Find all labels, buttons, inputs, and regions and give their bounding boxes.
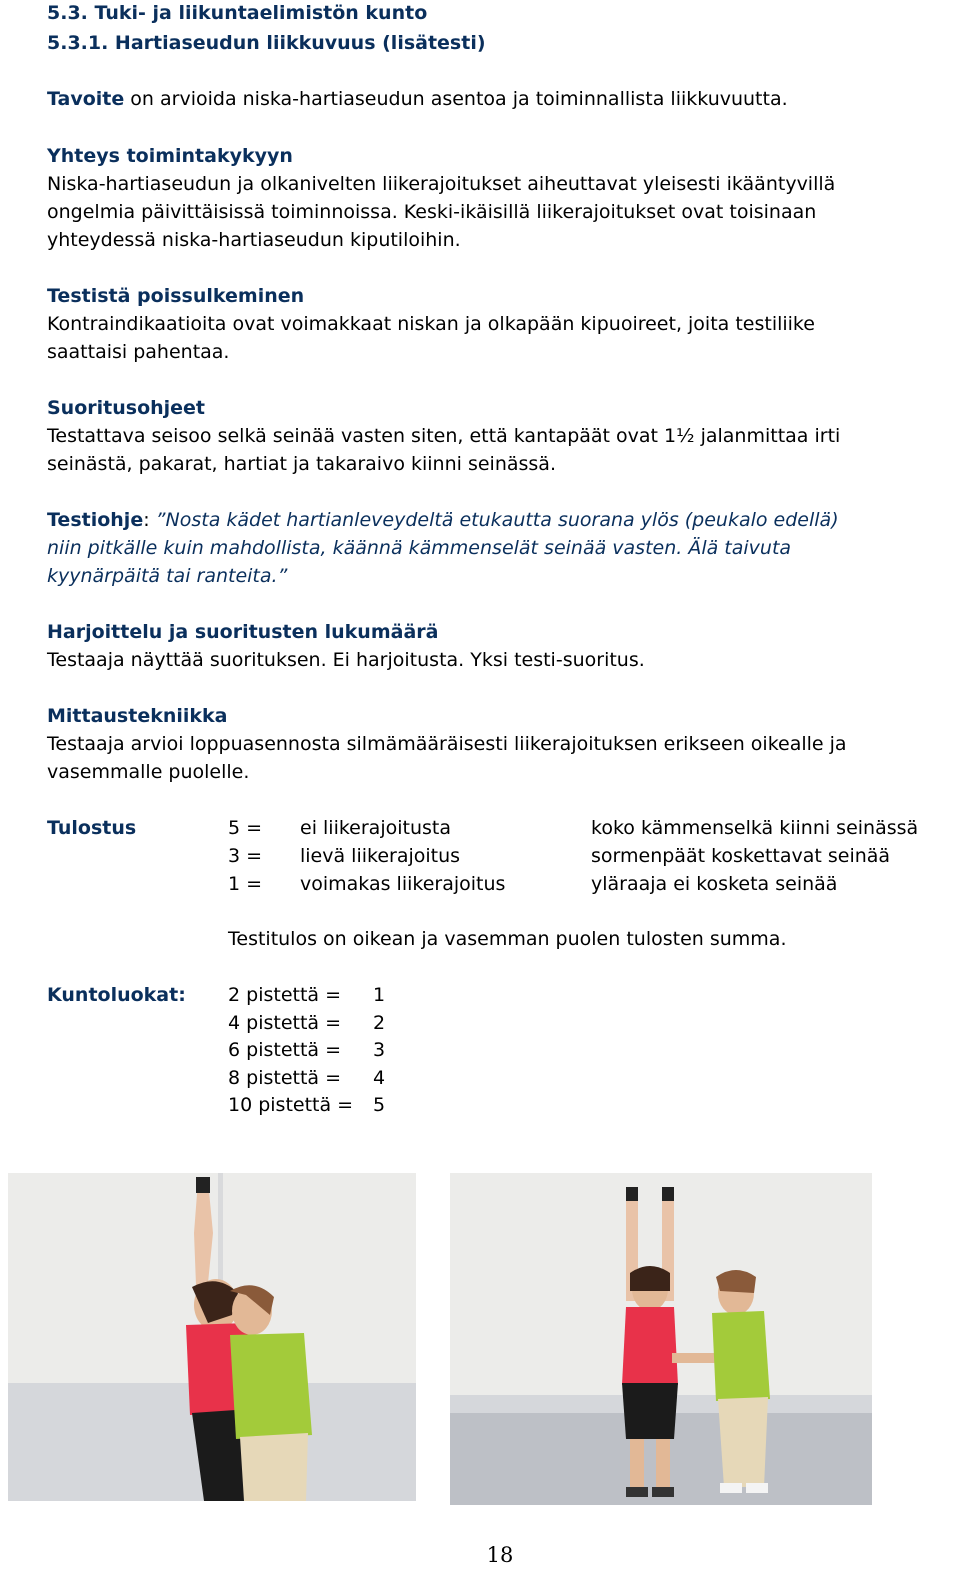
technique-line: Testaaja arvioi loppuasennosta silmämääräisesti liikerajoituksen erikseen oikealle ja <box>47 733 847 755</box>
photo-side-view <box>8 1173 416 1501</box>
photo-front-view-illustration <box>450 1173 872 1505</box>
connection-line: yhteydessä niska-hartiaseudun kiputiloihin. <box>47 229 461 251</box>
exclusion-line: Kontraindikaatioita ovat voimakkaat niskan ja olkapään kipuoireet, joita testiliike <box>47 313 815 335</box>
practice-text: Testaaja näyttää suorituksen. Ei harjoitusta. Yksi testi-suoritus. <box>47 649 645 671</box>
test-instruction-label: Testiohje <box>47 509 144 531</box>
class-value: 4 <box>373 1067 386 1089</box>
test-instruction-quote: kyynärpäitä tai ranteita.” <box>47 565 288 587</box>
technique-line: vasemmalle puolelle. <box>47 761 250 783</box>
scoring-label: Tulostus <box>47 817 137 839</box>
exclusion-heading: Testistä poissulkeminen <box>47 285 305 307</box>
class-value: 1 <box>373 984 386 1006</box>
classes-label: Kuntoluokat: <box>47 984 186 1006</box>
score-description: koko kämmenselkä kiinni seinässä <box>591 817 919 839</box>
test-instruction-quote: niin pitkälle kuin mahdollista, käännä kämmenselät seinää vasten. Älä taivuta <box>47 537 792 559</box>
score-description: sormenpäät koskettavat seinää <box>591 845 891 867</box>
score-level: voimakas liikerajoitus <box>300 873 506 895</box>
class-points: 6 pistettä = <box>228 1039 342 1061</box>
test-instruction-colon: : <box>143 509 156 531</box>
class-points: 8 pistettä = <box>228 1067 342 1089</box>
goal-label: Tavoite <box>47 88 125 110</box>
goal-text: on arvioida niska-hartiaseudun asentoa ja toiminnallista liikkuvuutta. <box>124 88 788 110</box>
goal-paragraph <box>47 86 788 113</box>
photo-front-view <box>450 1173 872 1505</box>
exclusion-line: saattaisi pahentaa. <box>47 341 230 363</box>
connection-heading: Yhteys toimintakykyyn <box>47 145 293 167</box>
section-title: 5.3. Tuki- ja liikuntaelimistön kunto <box>47 2 428 24</box>
score-value: 5 = <box>228 817 263 839</box>
test-instruction-quote: ”Nosta kädet hartianleveydeltä etukautta suorana ylös (peukalo edellä) <box>155 509 839 531</box>
score-value: 3 = <box>228 845 263 867</box>
class-points: 10 pistettä = <box>228 1094 354 1116</box>
instructions-line: Testattava seisoo selkä seinää vasten siten, että kantapäät ovat 1½ jalanmittaa irti <box>47 425 841 447</box>
technique-heading: Mittaustekniikka <box>47 705 228 727</box>
score-description: yläraaja ei kosketa seinää <box>591 873 838 895</box>
connection-line: ongelmia päivittäisissä toiminnoissa. Keski-ikäisillä liikerajoitukset ovat toisinaan <box>47 201 817 223</box>
score-level: ei liikerajoitusta <box>300 817 451 839</box>
score-level: lievä liikerajoitus <box>300 845 461 867</box>
connection-line: Niska-hartiaseudun ja olkanivelten liikerajoitukset aiheuttavat yleisesti ikääntyvillä <box>47 173 836 195</box>
class-value: 2 <box>373 1012 386 1034</box>
instructions-line: seinästä, pakarat, hartiat ja takaraivo kiinni seinässä. <box>47 453 556 475</box>
subsection-title: 5.3.1. Hartiaseudun liikkuvuus (lisätesti) <box>47 32 486 54</box>
score-value: 1 = <box>228 873 263 895</box>
instructions-heading: Suoritusohjeet <box>47 397 206 419</box>
class-points: 2 pistettä = <box>228 984 342 1006</box>
photo-side-view-illustration <box>8 1173 416 1501</box>
class-points: 4 pistettä = <box>228 1012 342 1034</box>
page-number: 18 <box>486 1543 514 1567</box>
scoring-note: Testitulos on oikean ja vasemman puolen tulosten summa. <box>228 928 787 950</box>
class-value: 5 <box>373 1094 386 1116</box>
class-value: 3 <box>373 1039 386 1061</box>
practice-heading: Harjoittelu ja suoritusten lukumäärä <box>47 621 439 643</box>
test-instruction-line <box>47 507 839 534</box>
